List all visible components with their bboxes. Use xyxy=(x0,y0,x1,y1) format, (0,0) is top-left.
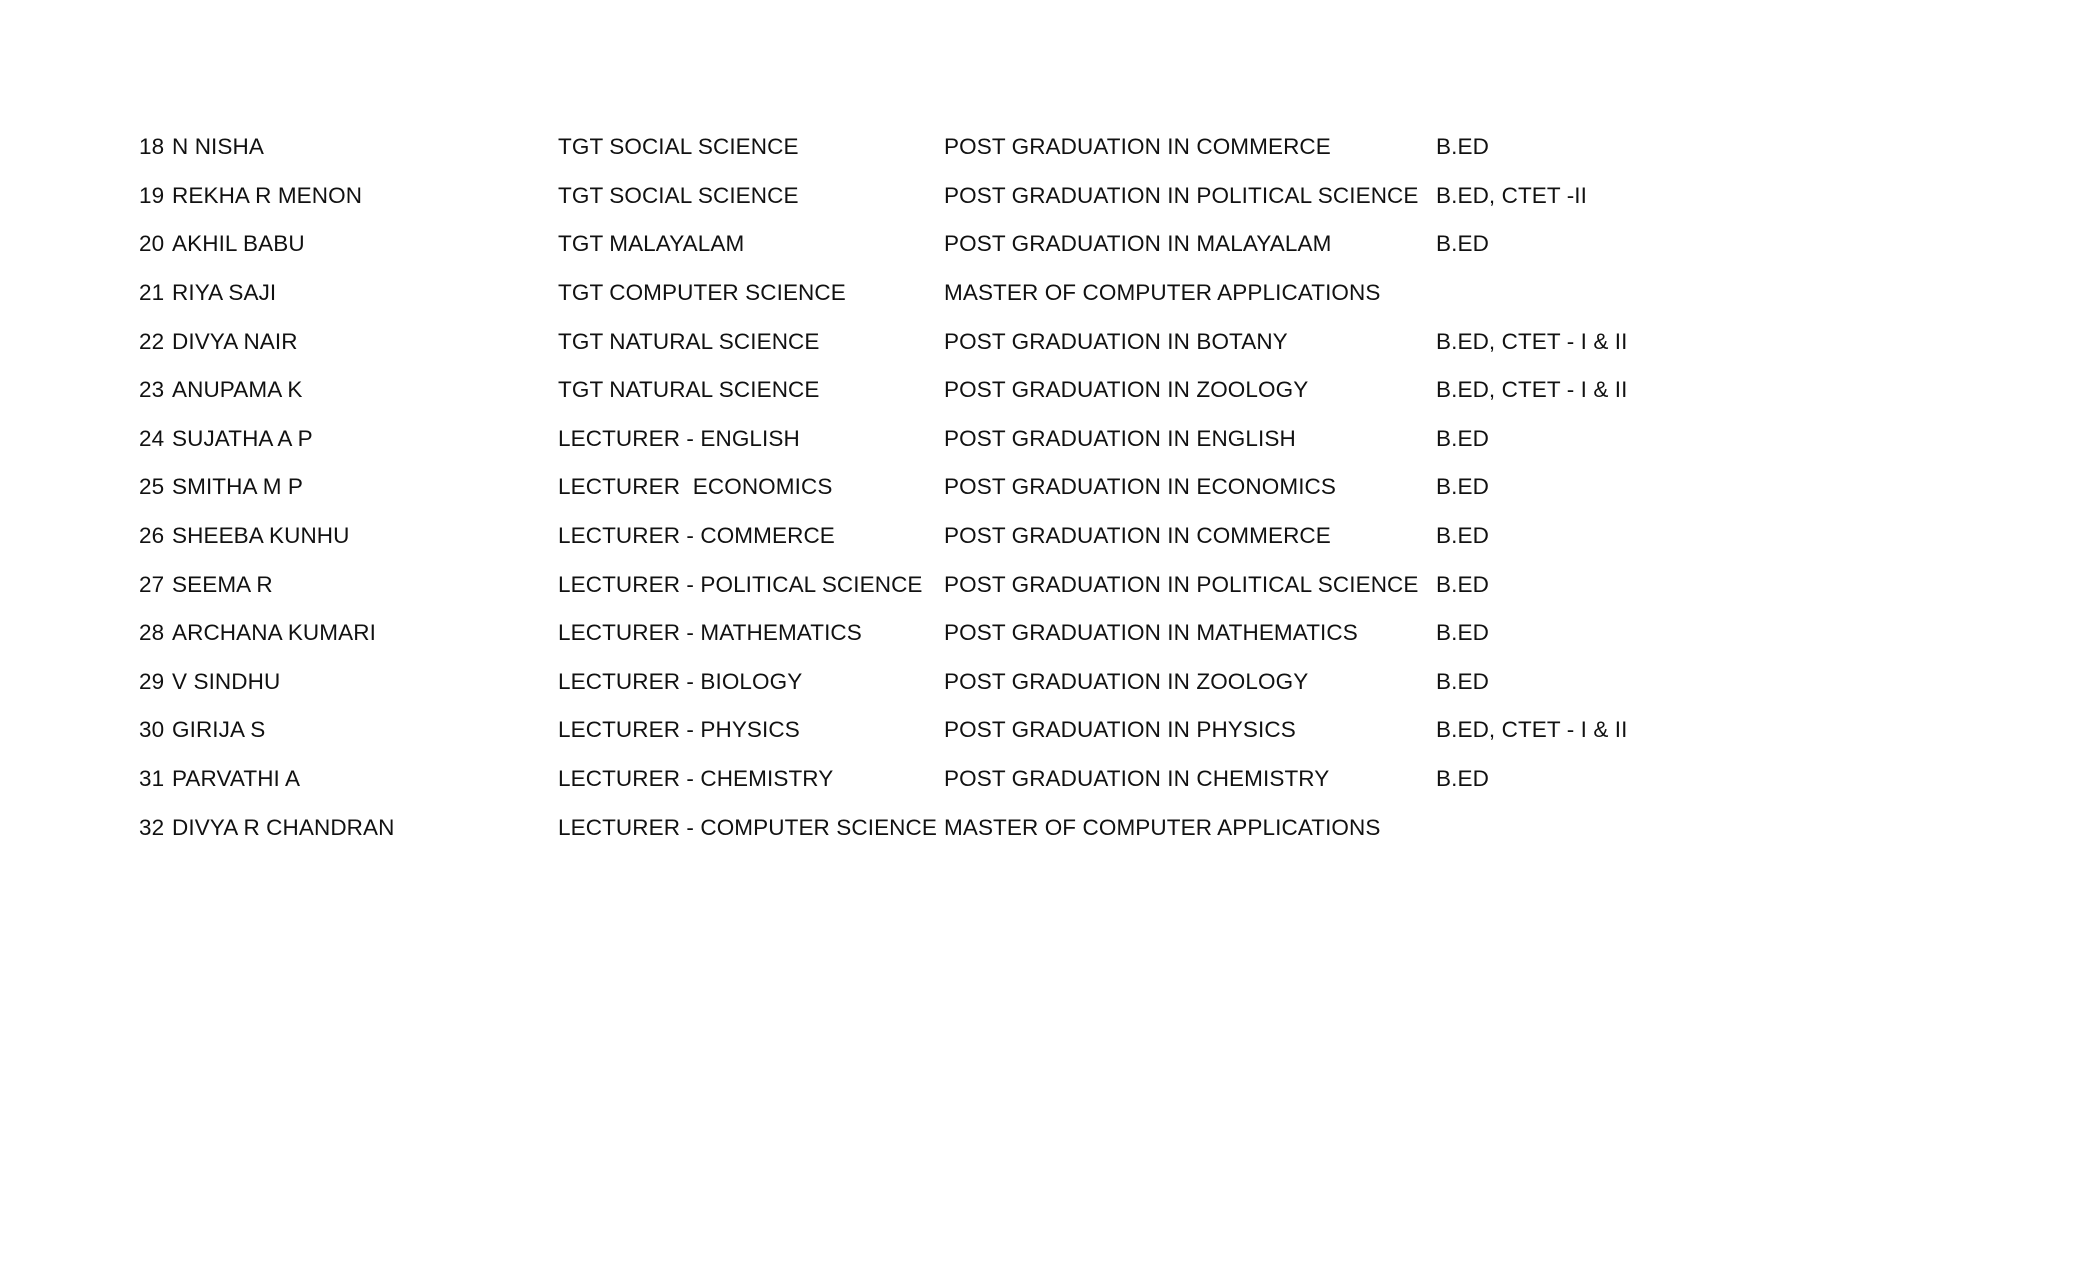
staff-name: V SINDHU xyxy=(172,668,281,694)
professional-qualification: B.ED xyxy=(1436,474,1489,500)
staff-name: AKHIL BABU xyxy=(172,231,305,257)
staff-name: ANUPAMA K xyxy=(172,377,303,403)
table-row xyxy=(139,172,1736,221)
table-row xyxy=(139,220,1736,269)
staff-name: SUJATHA A P xyxy=(172,425,313,451)
serial-number: 24 xyxy=(139,425,165,451)
staff-post: TGT COMPUTER SCIENCE xyxy=(558,280,846,306)
table-row xyxy=(139,755,1736,804)
staff-name: DIVYA NAIR xyxy=(172,328,298,354)
table-row xyxy=(139,512,1736,561)
staff-post: LECTURER - COMMERCE xyxy=(558,523,835,549)
staff-post: TGT NATURAL SCIENCE xyxy=(558,328,820,354)
staff-name: N NISHA xyxy=(172,134,264,160)
professional-qualification: B.ED xyxy=(1436,571,1489,597)
table-row xyxy=(139,366,1736,415)
serial-number: 30 xyxy=(139,717,165,743)
academic-qualification: POST GRADUATION IN BOTANY xyxy=(944,328,1288,354)
table-row xyxy=(139,803,1736,852)
staff-post: TGT SOCIAL SCIENCE xyxy=(558,182,799,208)
professional-qualification: B.ED, CTET -II xyxy=(1436,182,1588,208)
staff-name: RIYA SAJI xyxy=(172,280,277,306)
serial-number: 19 xyxy=(139,182,165,208)
academic-qualification: POST GRADUATION IN COMMERCE xyxy=(944,523,1331,549)
staff-post: LECTURER - CHEMISTRY xyxy=(558,766,834,792)
academic-qualification: POST GRADUATION IN ENGLISH xyxy=(944,425,1296,451)
table-row xyxy=(139,415,1736,464)
professional-qualification: B.ED, CTET - I & II xyxy=(1436,377,1628,403)
academic-qualification: POST GRADUATION IN ZOOLOGY xyxy=(944,377,1309,403)
serial-number: 27 xyxy=(139,571,165,597)
serial-number: 26 xyxy=(139,523,165,549)
staff-name: SHEEBA KUNHU xyxy=(172,523,350,549)
professional-qualification xyxy=(1436,269,1736,318)
academic-qualification: POST GRADUATION IN ZOOLOGY xyxy=(944,668,1309,694)
academic-qualification: POST GRADUATION IN COMMERCE xyxy=(944,134,1331,160)
staff-post: LECTURER - BIOLOGY xyxy=(558,668,803,694)
professional-qualification xyxy=(1436,803,1736,852)
staff-post: LECTURER - COMPUTER SCIENCE xyxy=(558,814,937,840)
professional-qualification: B.ED xyxy=(1436,231,1489,257)
staff-post: LECTURER - PHYSICS xyxy=(558,717,800,743)
staff-post: TGT MALAYALAM xyxy=(558,231,745,257)
staff-post: LECTURER ECONOMICS xyxy=(558,474,833,500)
staff-name: ARCHANA KUMARI xyxy=(172,620,376,646)
serial-number: 20 xyxy=(139,231,165,257)
professional-qualification: B.ED xyxy=(1436,134,1489,160)
staff-name: SMITHA M P xyxy=(172,474,304,500)
table-row xyxy=(139,317,1736,366)
table-row xyxy=(139,706,1736,755)
academic-qualification: POST GRADUATION IN MALAYALAM xyxy=(944,231,1332,257)
academic-qualification: POST GRADUATION IN CHEMISTRY xyxy=(944,766,1330,792)
academic-qualification: POST GRADUATION IN MATHEMATICS xyxy=(944,620,1358,646)
serial-number: 28 xyxy=(139,620,165,646)
academic-qualification: POST GRADUATION IN ECONOMICS xyxy=(944,474,1337,500)
serial-number: 29 xyxy=(139,668,165,694)
serial-number: 23 xyxy=(139,377,165,403)
staff-post: LECTURER - MATHEMATICS xyxy=(558,620,862,646)
table-row xyxy=(139,123,1736,172)
table-row xyxy=(139,269,1736,318)
table-row xyxy=(139,463,1736,512)
academic-qualification: POST GRADUATION IN PHYSICS xyxy=(944,717,1296,743)
academic-qualification: POST GRADUATION IN POLITICAL SCIENCE xyxy=(944,182,1419,208)
staff-post: TGT SOCIAL SCIENCE xyxy=(558,134,799,160)
staff-name: PARVATHI A xyxy=(172,766,301,792)
academic-qualification: POST GRADUATION IN POLITICAL SCIENCE xyxy=(944,571,1419,597)
staff-name: SEEMA R xyxy=(172,571,273,597)
serial-number: 25 xyxy=(139,474,165,500)
staff-name: DIVYA R CHANDRAN xyxy=(172,814,395,840)
serial-number: 32 xyxy=(139,814,165,840)
professional-qualification: B.ED, CTET - I & II xyxy=(1436,717,1628,743)
staff-post: LECTURER - ENGLISH xyxy=(558,425,800,451)
professional-qualification: B.ED xyxy=(1436,523,1489,549)
table-row xyxy=(139,609,1736,658)
table-row xyxy=(139,658,1736,707)
professional-qualification: B.ED xyxy=(1436,766,1489,792)
staff-post: LECTURER - POLITICAL SCIENCE xyxy=(558,571,923,597)
staff-post: TGT NATURAL SCIENCE xyxy=(558,377,820,403)
academic-qualification: MASTER OF COMPUTER APPLICATIONS xyxy=(944,280,1381,306)
professional-qualification: B.ED xyxy=(1436,668,1489,694)
serial-number: 22 xyxy=(139,328,165,354)
staff-table xyxy=(139,123,1736,852)
professional-qualification: B.ED, CTET - I & II xyxy=(1436,328,1628,354)
staff-name: GIRIJA S xyxy=(172,717,266,743)
serial-number: 31 xyxy=(139,766,165,792)
table-row xyxy=(139,560,1736,609)
serial-number: 18 xyxy=(139,134,165,160)
academic-qualification: MASTER OF COMPUTER APPLICATIONS xyxy=(944,814,1381,840)
staff-name: REKHA R MENON xyxy=(172,182,363,208)
serial-number: 21 xyxy=(139,280,165,306)
professional-qualification: B.ED xyxy=(1436,620,1489,646)
professional-qualification: B.ED xyxy=(1436,425,1489,451)
